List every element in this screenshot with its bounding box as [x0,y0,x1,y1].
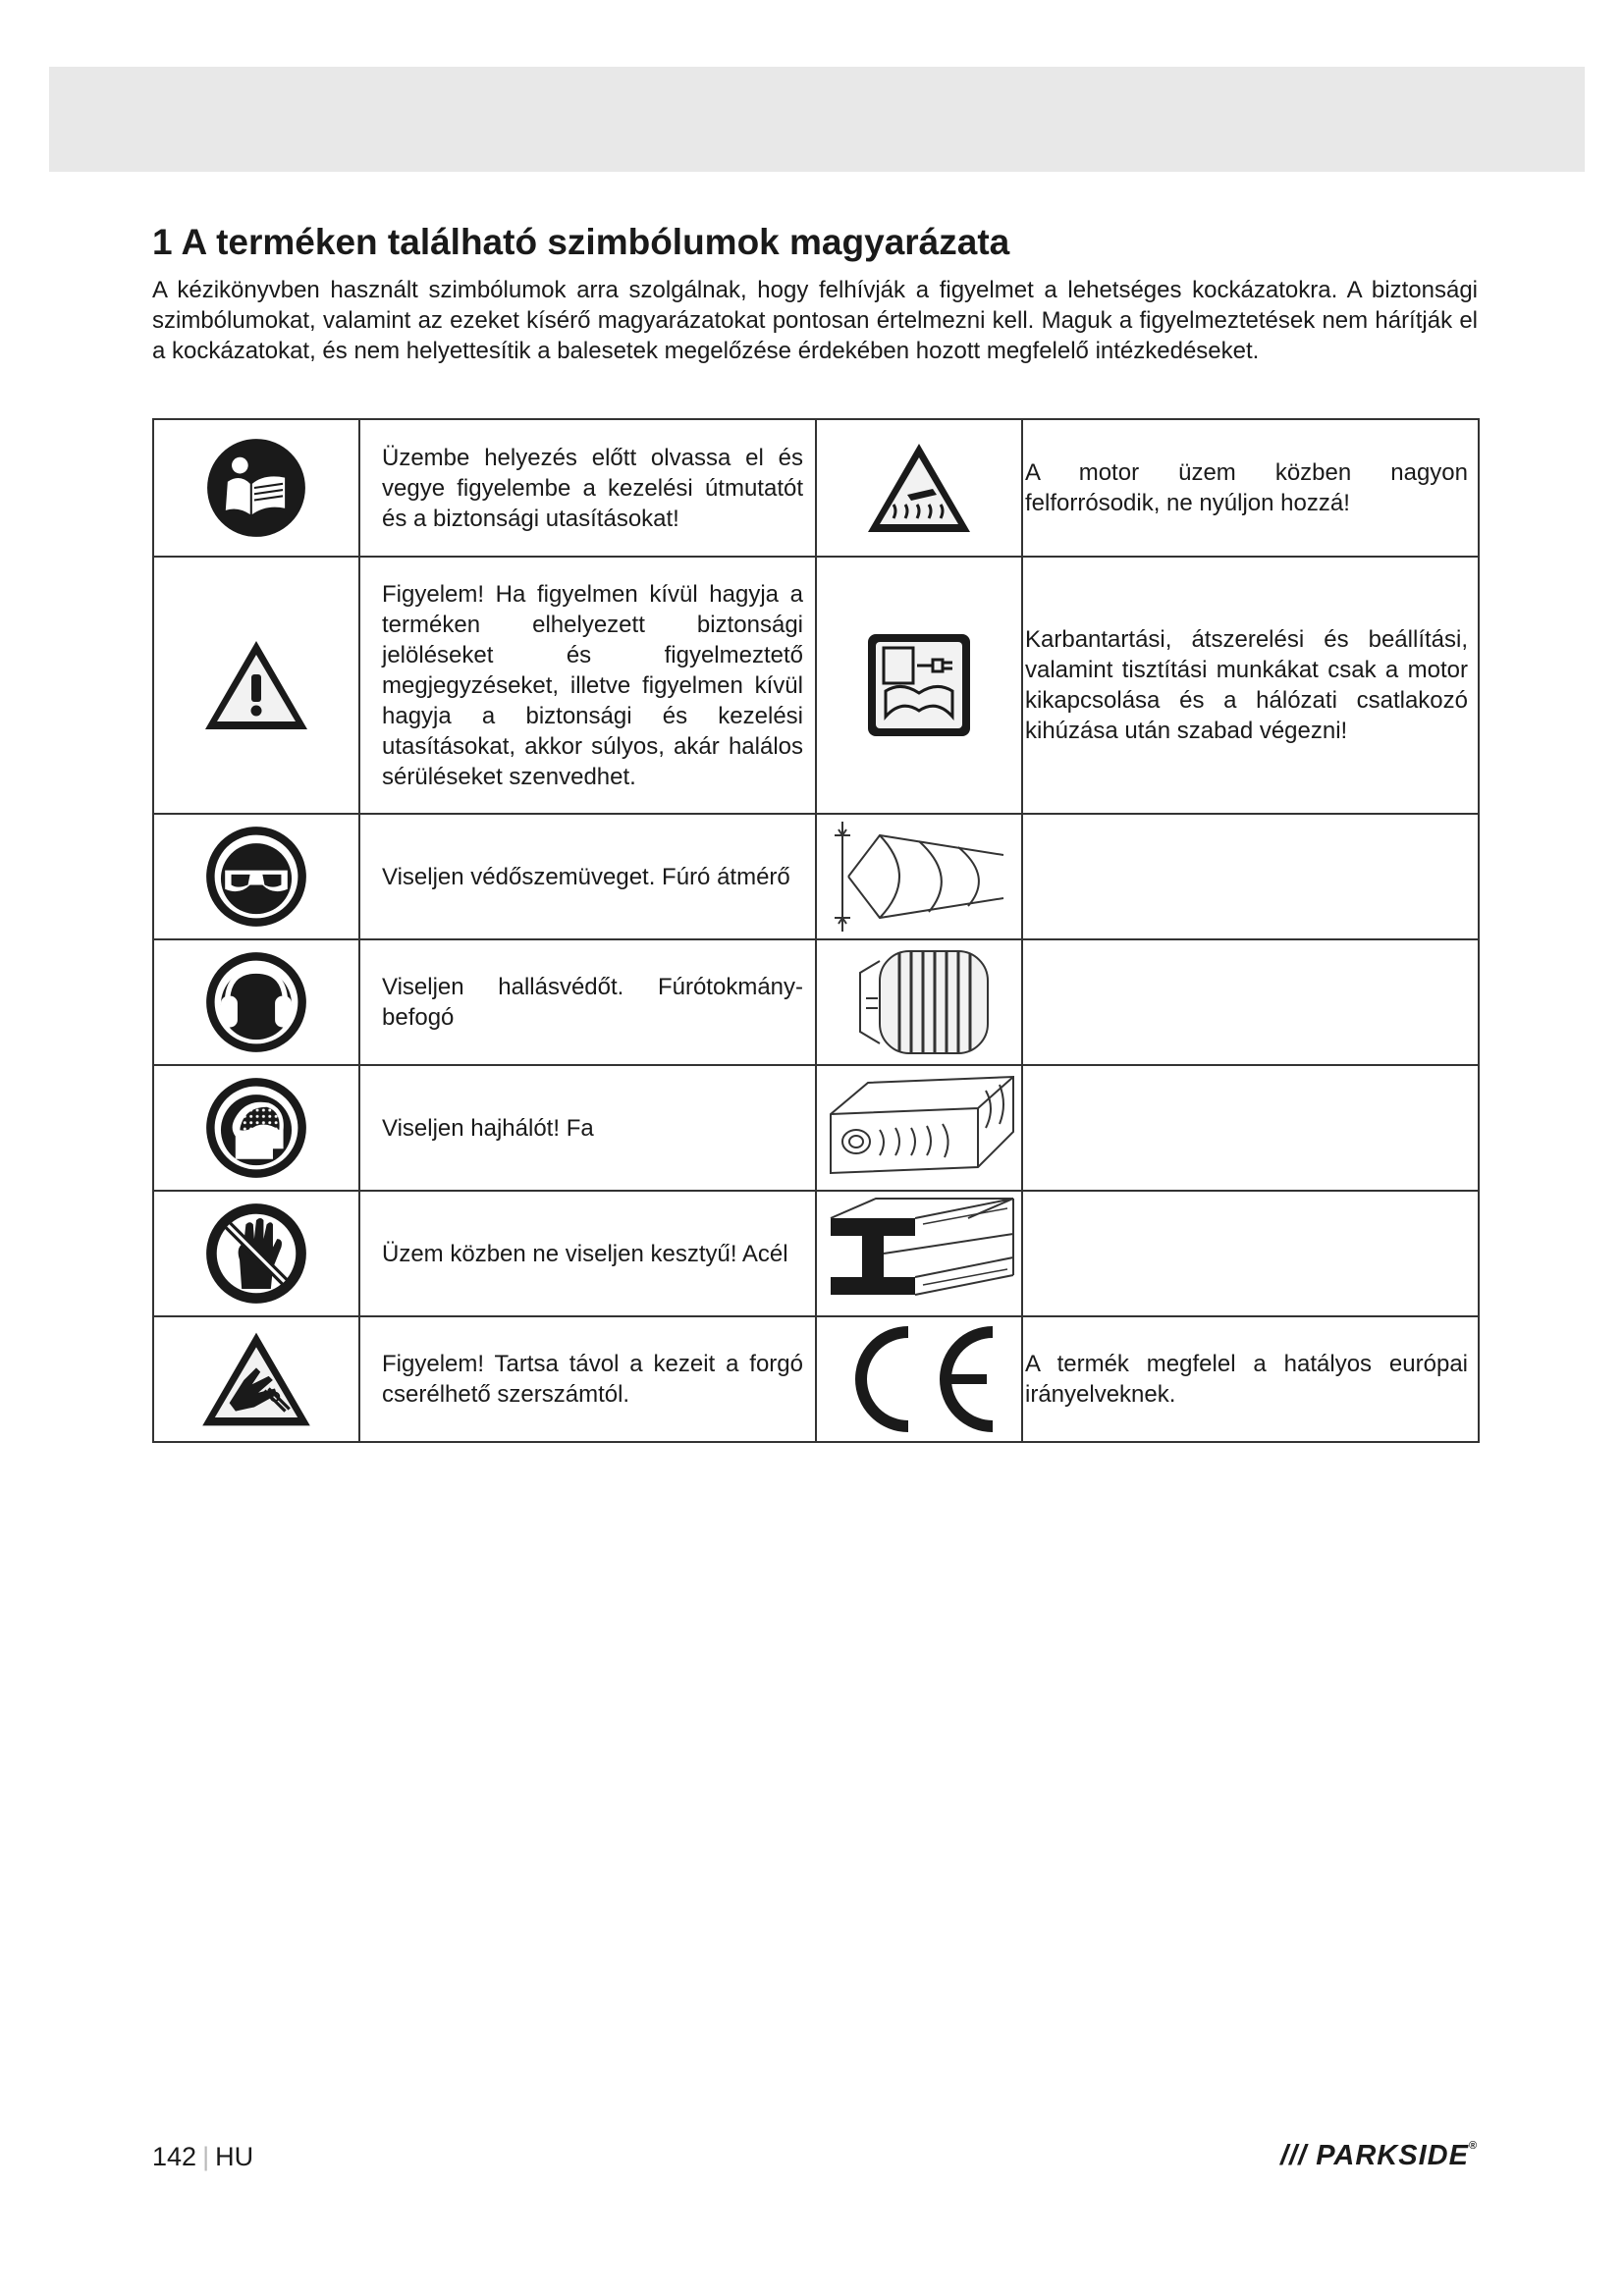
ce-mark-icon [836,1322,1002,1436]
table-row [153,1065,1479,1191]
read-manual-icon [205,437,307,539]
drill-chuck-icon [821,943,1017,1061]
brand-name: /// PARKSIDE [1280,2140,1469,2171]
symbol-description: Viseljen védőszemüveget. Fúró átmérő [359,814,816,939]
wood-block-icon [821,1069,1017,1187]
page-language: HU [215,2142,254,2171]
safety-goggles-icon [204,825,308,929]
steel-beam-icon [821,1195,1017,1312]
symbol-cell [153,419,359,557]
symbol-description: Figyelem! Tartsa távol a kezeit a forgó cserélhető szerszámtól. [359,1316,816,1442]
symbol-cell [153,1316,359,1442]
symbol-cell [816,1065,1022,1191]
table-row [153,1191,1479,1316]
symbols-table [152,418,1480,1443]
symbol-description: Viseljen hallásvédőt. Fúrótokmány-befogó [359,939,816,1065]
unplug-before-maintenance-icon [866,632,972,738]
hot-surface-warning-icon [864,440,974,536]
symbol-description: Viseljen hajhálót! Fa [359,1065,816,1191]
symbol-description-empty [1022,939,1479,1065]
symbol-cell [153,939,359,1065]
symbol-description: A termék megfelel a hatályos európai irányelveknek. [1022,1316,1479,1442]
drill-bit-diameter-icon [821,818,1017,935]
no-gloves-icon [204,1201,308,1306]
symbol-cell [816,939,1022,1065]
symbol-cell [153,1191,359,1316]
table-row [153,419,1479,557]
symbol-cell [153,557,359,814]
symbol-description-empty [1022,814,1479,939]
symbol-cell [816,1191,1022,1316]
section-title: 1 A terméken található szimbólumok magyarázata [152,222,1010,262]
symbol-cell [816,419,1022,557]
header-band [49,67,1585,172]
warning-triangle-icon [201,637,311,733]
table-row [153,939,1479,1065]
rotating-tool-hand-warning-icon [198,1328,314,1430]
page-footer-number [152,2142,253,2172]
symbol-cell [153,1065,359,1191]
registered-mark-icon: ® [1468,2140,1479,2152]
table-row [153,557,1479,814]
symbol-description: Üzembe helyezés előtt olvassa el és vegye figyelembe a kezelési útmutatót és a biztonsági utasításokat! [359,419,816,557]
table-row [153,814,1479,939]
symbol-description: A motor üzem közben nagyon felforrósodik, ne nyúljon hozzá! [1022,419,1479,557]
footer-separator: | [202,2142,210,2171]
intro-paragraph: A kézikönyvben használt szimbólumok arra szolgálnak, hogy felhívják a figyelmet a lehetséges kockázatokra. A biztonsági szimbólumokat, valamint az ezeket kísérő magyarázatokat pontosan értelmezni kell. Maguk a figyelmeztetések nem hárítják el a kockázatokat, és nem helyettesítik a balesetek megelőzése érdekében hozott megfelelő intézkedéseket. [152,277,1478,364]
symbol-cell [816,557,1022,814]
symbol-description-empty [1022,1065,1479,1191]
page-number: 142 [152,2142,197,2171]
brand-logo [1280,2140,1478,2172]
symbol-cell [153,814,359,939]
symbol-cell [816,814,1022,939]
symbol-description-empty [1022,1191,1479,1316]
hairnet-icon [204,1076,308,1180]
symbol-description: Figyelem! Ha figyelmen kívül hagyja a terméken elhelyezett biztonsági jelöléseket és figyelmeztető megjegyzéseket, illetve figyelmen kívül hagyja a biztonsági és kezelési utasításokat, akkor súlyos, akár halálos sérüléseket szenvedhet. [359,557,816,814]
table-row [153,1316,1479,1442]
symbol-cell [816,1316,1022,1442]
symbol-description: Üzem közben ne viseljen kesztyű! Acél [359,1191,816,1316]
ear-protection-icon [204,950,308,1054]
symbol-description: Karbantartási, átszerelési és beállítási, valamint tisztítási munkákat csak a motor kikapcsolása és a hálózati csatlakozó kihúzása után szabad végezni! [1022,557,1479,814]
